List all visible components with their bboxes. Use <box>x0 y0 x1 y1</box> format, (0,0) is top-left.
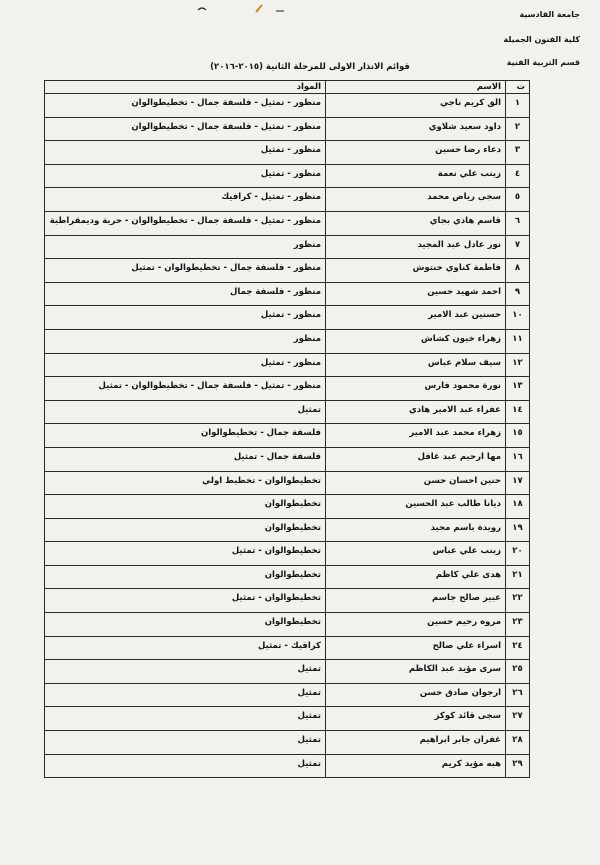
row-number: ٩ <box>506 282 530 306</box>
table-row <box>45 754 530 778</box>
student-name: نورة محمود فارس <box>326 377 506 401</box>
student-name: رويدة باسم مجيد <box>326 518 506 542</box>
failed-subjects: تمثيل <box>45 731 326 755</box>
failed-subjects: منظور - تمثيل - كرافيك <box>45 188 326 212</box>
table-row <box>45 94 530 118</box>
student-name: سجى رياض محمد <box>326 188 506 212</box>
student-name: سجى قائد كوكز <box>326 707 506 731</box>
ink-scribble <box>196 2 296 16</box>
table-row <box>45 282 530 306</box>
row-number: ١٠ <box>506 306 530 330</box>
row-number: ١٧ <box>506 471 530 495</box>
university-name: جامعة القادسية <box>519 10 580 19</box>
table-row <box>45 683 530 707</box>
student-name: ارجوان صادق حسن <box>326 683 506 707</box>
failed-subjects: منظور <box>45 329 326 353</box>
failed-subjects: منظور - فلسفة جمال - تخطيطوالوان - تمثيل <box>45 259 326 283</box>
failed-subjects: تمثيل <box>45 683 326 707</box>
failed-subjects: تخطيطوالوان <box>45 565 326 589</box>
warning-list-table <box>44 80 530 778</box>
failed-subjects: منظور - تمثيل <box>45 164 326 188</box>
failed-subjects: منظور - فلسفة جمال <box>45 282 326 306</box>
failed-subjects: تخطيطوالوان <box>45 518 326 542</box>
table-row <box>45 589 530 613</box>
table-row <box>45 353 530 377</box>
student-name: زينب علي نعمة <box>326 164 506 188</box>
student-name: احمد شهيد حسين <box>326 282 506 306</box>
table-row <box>45 565 530 589</box>
failed-subjects: كرافيك - تمثيل <box>45 636 326 660</box>
row-number: ٢٥ <box>506 660 530 684</box>
table-row <box>45 613 530 637</box>
column-header-num: ت <box>506 81 530 94</box>
table-row <box>45 235 530 259</box>
failed-subjects: تمثيل <box>45 754 326 778</box>
student-name: حسنين عبد الامير <box>326 306 506 330</box>
failed-subjects: منظور - تمثيل - فلسفة جمال - تخطيطوالوان - تمثيل <box>45 377 326 401</box>
student-name: عفراء عبد الامير هادي <box>326 400 506 424</box>
student-name: دعاء رضا حسين <box>326 141 506 165</box>
failed-subjects: منظور - تمثيل <box>45 141 326 165</box>
failed-subjects: تمثيل <box>45 660 326 684</box>
table-row <box>45 707 530 731</box>
row-number: ٢١ <box>506 565 530 589</box>
failed-subjects: تمثيل <box>45 400 326 424</box>
student-name: اسراء علي صالح <box>326 636 506 660</box>
table-row <box>45 495 530 519</box>
row-number: ٢٦ <box>506 683 530 707</box>
student-name: مها ارحيم عبد غافل <box>326 447 506 471</box>
row-number: ٢ <box>506 117 530 141</box>
failed-subjects: فلسفة جمال - تمثيل <box>45 447 326 471</box>
department-name: قسم التربية الفنية <box>506 58 580 67</box>
failed-subjects: منظور <box>45 235 326 259</box>
failed-subjects: منظور - تمثيل - فلسفة جمال - تخطيطوالوان <box>45 94 326 118</box>
college-name: كلية الفنون الجميلة <box>503 35 580 44</box>
table-row <box>45 329 530 353</box>
student-name: مروه رحيم حسين <box>326 613 506 637</box>
student-name: داود سعيد شلاوي <box>326 117 506 141</box>
row-number: ٢٨ <box>506 731 530 755</box>
student-name: هدى علي كاظم <box>326 565 506 589</box>
row-number: ٢٤ <box>506 636 530 660</box>
table-row <box>45 471 530 495</box>
table-row <box>45 141 530 165</box>
table-row <box>45 117 530 141</box>
failed-subjects: تخطيطوالوان - تمثيل <box>45 589 326 613</box>
table-row <box>45 164 530 188</box>
column-header-subjects: المواد <box>45 81 326 94</box>
table-row <box>45 259 530 283</box>
student-name: قاسم هادي بجاي <box>326 211 506 235</box>
row-number: ١٥ <box>506 424 530 448</box>
student-name: عبير صالح جاسم <box>326 589 506 613</box>
table-row <box>45 542 530 566</box>
student-name: ديانا طالب عبد الحسين <box>326 495 506 519</box>
student-name: نور عادل عبد المجيد <box>326 235 506 259</box>
table-row <box>45 731 530 755</box>
student-name: حنين احسان حسن <box>326 471 506 495</box>
row-number: ٤ <box>506 164 530 188</box>
failed-subjects: تخطيطوالوان - تمثيل <box>45 542 326 566</box>
table-header-row <box>45 81 530 94</box>
row-number: ١٤ <box>506 400 530 424</box>
row-number: ١٦ <box>506 447 530 471</box>
row-number: ١٣ <box>506 377 530 401</box>
failed-subjects: منظور - تمثيل - فلسفة جمال - تخطيطوالوان <box>45 117 326 141</box>
row-number: ٣ <box>506 141 530 165</box>
row-number: ٢٧ <box>506 707 530 731</box>
student-name: هبه مؤيد كريم <box>326 754 506 778</box>
failed-subjects: منظور - تمثيل <box>45 353 326 377</box>
row-number: ٥ <box>506 188 530 212</box>
failed-subjects: منظور - تمثيل <box>45 306 326 330</box>
student-name: سرى مؤيد عبد الكاظم <box>326 660 506 684</box>
failed-subjects: فلسفة جمال - تخطيطوالوان <box>45 424 326 448</box>
row-number: ١٢ <box>506 353 530 377</box>
row-number: ٢٩ <box>506 754 530 778</box>
row-number: ٦ <box>506 211 530 235</box>
table-row <box>45 306 530 330</box>
table-row <box>45 660 530 684</box>
column-header-name: الاسم <box>326 81 506 94</box>
row-number: ٧ <box>506 235 530 259</box>
student-name: غفران جابر ابراهيم <box>326 731 506 755</box>
row-number: ٢٢ <box>506 589 530 613</box>
row-number: ١٩ <box>506 518 530 542</box>
student-name: فاطمة كناوي حنتوش <box>326 259 506 283</box>
table-row <box>45 400 530 424</box>
table-row <box>45 377 530 401</box>
failed-subjects: تخطيطوالوان - تخطيط اولي <box>45 471 326 495</box>
table-row <box>45 636 530 660</box>
table-row <box>45 211 530 235</box>
failed-subjects: تخطيطوالوان <box>45 495 326 519</box>
student-name: زهراء خيون كشاش <box>326 329 506 353</box>
failed-subjects: تخطيطوالوان <box>45 613 326 637</box>
student-name: زينب علي عباس <box>326 542 506 566</box>
row-number: ٢٠ <box>506 542 530 566</box>
table-row <box>45 424 530 448</box>
failed-subjects: تمثيل <box>45 707 326 731</box>
student-name: زهراء محمد عبد الامير <box>326 424 506 448</box>
row-number: ٨ <box>506 259 530 283</box>
student-name: سيف سلام عباس <box>326 353 506 377</box>
row-number: ١٨ <box>506 495 530 519</box>
table-row <box>45 188 530 212</box>
row-number: ١ <box>506 94 530 118</box>
table-row <box>45 518 530 542</box>
document-title: قوائم الانذار الاولى للمرحلة الثانية (٢٠١٥-٢٠١٦) <box>210 62 410 72</box>
row-number: ١١ <box>506 329 530 353</box>
student-name: الق كريم ناجي <box>326 94 506 118</box>
row-number: ٢٣ <box>506 613 530 637</box>
table-row <box>45 447 530 471</box>
failed-subjects: منظور - تمثيل - فلسفة جمال - تخطيطوالوان - حرية وديمقراطية <box>45 211 326 235</box>
